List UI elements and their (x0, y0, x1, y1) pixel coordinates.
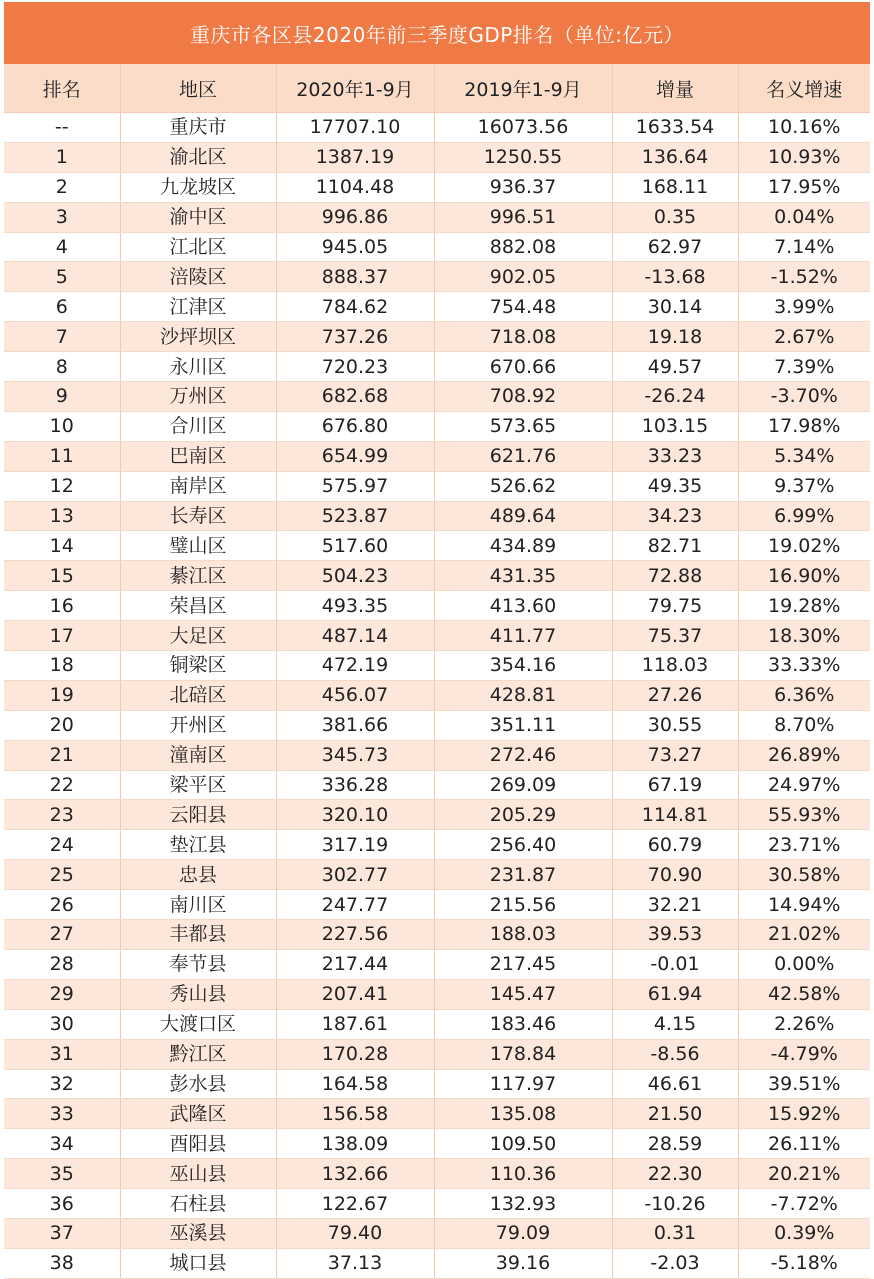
rank-cell: 24 (4, 830, 120, 860)
region-cell: 巫山县 (120, 1159, 276, 1189)
table-row (4, 591, 870, 621)
gdp-2019-cell: 205.29 (434, 800, 612, 830)
increment-cell: -10.26 (612, 1189, 738, 1219)
region-cell: 北碚区 (120, 680, 276, 710)
table-row (4, 860, 870, 890)
increment-cell: 46.61 (612, 1069, 738, 1099)
region-cell: 城口县 (120, 1248, 276, 1278)
table-row (4, 292, 870, 322)
gdp-2019-cell: 16073.56 (434, 113, 612, 143)
gdp-ranking-table (4, 64, 870, 1279)
growth-cell: 3.99% (738, 292, 870, 322)
gdp-2020-cell: 654.99 (276, 441, 434, 471)
gdp-2020-cell: 1387.19 (276, 142, 434, 172)
gdp-2019-cell: 109.50 (434, 1129, 612, 1159)
table-row (4, 949, 870, 979)
gdp-2020-cell: 227.56 (276, 920, 434, 950)
rank-cell: 27 (4, 920, 120, 950)
rank-cell: 32 (4, 1069, 120, 1099)
table-row (4, 1129, 870, 1159)
table-row (4, 1218, 870, 1248)
rank-cell: 7 (4, 322, 120, 352)
gdp-2020-cell: 164.58 (276, 1069, 434, 1099)
rank-cell: 16 (4, 591, 120, 621)
region-cell: 铜梁区 (120, 651, 276, 681)
increment-cell: -2.03 (612, 1248, 738, 1278)
region-cell: 垫江县 (120, 830, 276, 860)
region-cell: 渝北区 (120, 142, 276, 172)
rank-cell: 13 (4, 501, 120, 531)
gdp-2020-cell: 207.41 (276, 979, 434, 1009)
gdp-2019-cell: 489.64 (434, 501, 612, 531)
growth-cell: 19.02% (738, 531, 870, 561)
rank-cell: 31 (4, 1039, 120, 1069)
rank-cell: 17 (4, 621, 120, 651)
region-cell: 秀山县 (120, 979, 276, 1009)
gdp-2020-cell: 132.66 (276, 1159, 434, 1189)
region-cell: 石柱县 (120, 1189, 276, 1219)
region-cell: 合川区 (120, 411, 276, 441)
growth-cell: 8.70% (738, 710, 870, 740)
table-row (4, 172, 870, 202)
increment-cell: 32.21 (612, 890, 738, 920)
region-cell: 荣昌区 (120, 591, 276, 621)
region-cell: 彭水县 (120, 1069, 276, 1099)
gdp-2019-cell: 434.89 (434, 531, 612, 561)
increment-cell: -13.68 (612, 262, 738, 292)
gdp-2019-cell: 272.46 (434, 740, 612, 770)
table-row (4, 1069, 870, 1099)
gdp-2019-cell: 132.93 (434, 1189, 612, 1219)
gdp-2019-cell: 135.08 (434, 1099, 612, 1129)
region-cell: 酉阳县 (120, 1129, 276, 1159)
increment-cell: 39.53 (612, 920, 738, 950)
table-row (4, 352, 870, 382)
increment-cell: -0.01 (612, 949, 738, 979)
increment-cell: 4.15 (612, 1009, 738, 1039)
region-cell: 开州区 (120, 710, 276, 740)
rank-cell: 23 (4, 800, 120, 830)
table-row (4, 262, 870, 292)
rank-cell: 35 (4, 1159, 120, 1189)
gdp-2020-cell: 187.61 (276, 1009, 434, 1039)
increment-cell: 103.15 (612, 411, 738, 441)
gdp-2019-cell: 411.77 (434, 621, 612, 651)
increment-cell: 79.75 (612, 591, 738, 621)
growth-cell: 24.97% (738, 770, 870, 800)
growth-cell: 42.58% (738, 979, 870, 1009)
region-cell: 江津区 (120, 292, 276, 322)
region-cell: 长寿区 (120, 501, 276, 531)
increment-cell: 82.71 (612, 531, 738, 561)
gdp-2019-cell: 110.36 (434, 1159, 612, 1189)
gdp-2020-cell: 996.86 (276, 202, 434, 232)
growth-cell: 10.93% (738, 142, 870, 172)
region-cell: 渝中区 (120, 202, 276, 232)
gdp-2020-cell: 472.19 (276, 651, 434, 681)
rank-cell: 22 (4, 770, 120, 800)
growth-cell: 39.51% (738, 1069, 870, 1099)
rank-cell: 29 (4, 979, 120, 1009)
gdp-2020-cell: 79.40 (276, 1218, 434, 1248)
gdp-2019-cell: 573.65 (434, 411, 612, 441)
increment-cell: 22.30 (612, 1159, 738, 1189)
table-row (4, 142, 870, 172)
increment-cell: 21.50 (612, 1099, 738, 1129)
growth-cell: 17.98% (738, 411, 870, 441)
growth-cell: -3.70% (738, 382, 870, 412)
increment-cell: 136.64 (612, 142, 738, 172)
rank-cell: 34 (4, 1129, 120, 1159)
growth-cell: 9.37% (738, 471, 870, 501)
growth-cell: 6.99% (738, 501, 870, 531)
growth-cell: 26.11% (738, 1129, 870, 1159)
header-2019: 2019年1-9月 (434, 64, 612, 113)
rank-cell: 21 (4, 740, 120, 770)
table-row (4, 501, 870, 531)
growth-cell: 16.90% (738, 561, 870, 591)
rank-cell: 9 (4, 382, 120, 412)
increment-cell: 61.94 (612, 979, 738, 1009)
rank-cell: 28 (4, 949, 120, 979)
increment-cell: 168.11 (612, 172, 738, 202)
increment-cell: 72.88 (612, 561, 738, 591)
table-header-row (4, 64, 870, 113)
gdp-2019-cell: 754.48 (434, 292, 612, 322)
region-cell: 璧山区 (120, 531, 276, 561)
growth-cell: 5.34% (738, 441, 870, 471)
increment-cell: 27.26 (612, 680, 738, 710)
gdp-2019-cell: 1250.55 (434, 142, 612, 172)
gdp-2019-cell: 708.92 (434, 382, 612, 412)
growth-cell: 7.14% (738, 232, 870, 262)
rank-cell: 8 (4, 352, 120, 382)
header-growth: 名义增速 (738, 64, 870, 113)
increment-cell: 49.57 (612, 352, 738, 382)
rank-cell: 1 (4, 142, 120, 172)
gdp-2020-cell: 138.09 (276, 1129, 434, 1159)
gdp-2019-cell: 351.11 (434, 710, 612, 740)
gdp-2020-cell: 302.77 (276, 860, 434, 890)
growth-cell: 18.30% (738, 621, 870, 651)
page-title: 重庆市各区县2020年前三季度GDP排名（单位:亿元） (189, 22, 685, 47)
gdp-2019-cell: 178.84 (434, 1039, 612, 1069)
gdp-2019-cell: 354.16 (434, 651, 612, 681)
gdp-2020-cell: 676.80 (276, 411, 434, 441)
header-2020: 2020年1-9月 (276, 64, 434, 113)
growth-cell: 2.26% (738, 1009, 870, 1039)
rank-cell: 2 (4, 172, 120, 202)
gdp-2019-cell: 428.81 (434, 680, 612, 710)
gdp-2020-cell: 317.19 (276, 830, 434, 860)
rank-cell: 19 (4, 680, 120, 710)
table-row (4, 1159, 870, 1189)
gdp-2020-cell: 456.07 (276, 680, 434, 710)
table-row (4, 1009, 870, 1039)
gdp-2020-cell: 17707.10 (276, 113, 434, 143)
gdp-2019-cell: 183.46 (434, 1009, 612, 1039)
title-bar (4, 2, 870, 64)
increment-cell: -26.24 (612, 382, 738, 412)
rank-cell: 3 (4, 202, 120, 232)
increment-cell: 0.31 (612, 1218, 738, 1248)
header-rank: 排名 (4, 64, 120, 113)
table-row (4, 1189, 870, 1219)
region-cell: 沙坪坝区 (120, 322, 276, 352)
table-row (4, 1099, 870, 1129)
growth-cell: 17.95% (738, 172, 870, 202)
growth-cell: 30.58% (738, 860, 870, 890)
growth-cell: -7.72% (738, 1189, 870, 1219)
increment-cell: 60.79 (612, 830, 738, 860)
gdp-2019-cell: 670.66 (434, 352, 612, 382)
growth-cell: 6.36% (738, 680, 870, 710)
gdp-2020-cell: 945.05 (276, 232, 434, 262)
growth-cell: 7.39% (738, 352, 870, 382)
gdp-2019-cell: 79.09 (434, 1218, 612, 1248)
header-increment: 增量 (612, 64, 738, 113)
rank-cell: 5 (4, 262, 120, 292)
table-row (4, 740, 870, 770)
region-cell: 大足区 (120, 621, 276, 651)
increment-cell: 34.23 (612, 501, 738, 531)
rank-cell: 11 (4, 441, 120, 471)
gdp-2019-cell: 936.37 (434, 172, 612, 202)
gdp-2019-cell: 217.45 (434, 949, 612, 979)
table-row (4, 680, 870, 710)
increment-cell: 75.37 (612, 621, 738, 651)
rank-cell: 36 (4, 1189, 120, 1219)
gdp-2020-cell: 345.73 (276, 740, 434, 770)
rank-cell: 15 (4, 561, 120, 591)
gdp-2019-cell: 996.51 (434, 202, 612, 232)
gdp-2019-cell: 621.76 (434, 441, 612, 471)
gdp-2019-cell: 882.08 (434, 232, 612, 262)
increment-cell: 114.81 (612, 800, 738, 830)
increment-cell: 28.59 (612, 1129, 738, 1159)
growth-cell: 0.00% (738, 949, 870, 979)
growth-cell: -5.18% (738, 1248, 870, 1278)
growth-cell: 2.67% (738, 322, 870, 352)
growth-cell: -4.79% (738, 1039, 870, 1069)
growth-cell: 33.33% (738, 651, 870, 681)
table-row (4, 561, 870, 591)
gdp-2020-cell: 517.60 (276, 531, 434, 561)
increment-cell: 62.97 (612, 232, 738, 262)
gdp-2019-cell: 269.09 (434, 770, 612, 800)
region-cell: 云阳县 (120, 800, 276, 830)
table-row (4, 770, 870, 800)
region-cell: 万州区 (120, 382, 276, 412)
region-cell: 潼南区 (120, 740, 276, 770)
rank-cell: 14 (4, 531, 120, 561)
rank-cell: 38 (4, 1248, 120, 1278)
table-row (4, 382, 870, 412)
growth-cell: 0.39% (738, 1218, 870, 1248)
region-cell: 重庆市 (120, 113, 276, 143)
table-row (4, 830, 870, 860)
growth-cell: 26.89% (738, 740, 870, 770)
gdp-2020-cell: 682.68 (276, 382, 434, 412)
gdp-2020-cell: 381.66 (276, 710, 434, 740)
gdp-2020-cell: 122.67 (276, 1189, 434, 1219)
gdp-2019-cell: 413.60 (434, 591, 612, 621)
growth-cell: 23.71% (738, 830, 870, 860)
gdp-2020-cell: 247.77 (276, 890, 434, 920)
region-cell: 巫溪县 (120, 1218, 276, 1248)
gdp-2019-cell: 718.08 (434, 322, 612, 352)
region-cell: 武隆区 (120, 1099, 276, 1129)
table-row (4, 710, 870, 740)
gdp-2020-cell: 37.13 (276, 1248, 434, 1278)
rank-cell: 25 (4, 860, 120, 890)
increment-cell: 67.19 (612, 770, 738, 800)
table-row (4, 113, 870, 143)
region-cell: 忠县 (120, 860, 276, 890)
rank-cell: 33 (4, 1099, 120, 1129)
gdp-2020-cell: 156.58 (276, 1099, 434, 1129)
table-row (4, 471, 870, 501)
gdp-2020-cell: 720.23 (276, 352, 434, 382)
table-row (4, 411, 870, 441)
increment-cell: 73.27 (612, 740, 738, 770)
gdp-2020-cell: 575.97 (276, 471, 434, 501)
region-cell: 大渡口区 (120, 1009, 276, 1039)
table-row (4, 531, 870, 561)
growth-cell: 20.21% (738, 1159, 870, 1189)
rank-cell: 20 (4, 710, 120, 740)
region-cell: 黔江区 (120, 1039, 276, 1069)
gdp-2020-cell: 493.35 (276, 591, 434, 621)
gdp-2020-cell: 504.23 (276, 561, 434, 591)
header-region: 地区 (120, 64, 276, 113)
region-cell: 綦江区 (120, 561, 276, 591)
region-cell: 永川区 (120, 352, 276, 382)
table-body (4, 113, 870, 1279)
increment-cell: 30.55 (612, 710, 738, 740)
increment-cell: -8.56 (612, 1039, 738, 1069)
growth-cell: 15.92% (738, 1099, 870, 1129)
rank-cell: 37 (4, 1218, 120, 1248)
rank-cell: 30 (4, 1009, 120, 1039)
increment-cell: 70.90 (612, 860, 738, 890)
gdp-2020-cell: 217.44 (276, 949, 434, 979)
table-row (4, 441, 870, 471)
rank-cell: 4 (4, 232, 120, 262)
region-cell: 九龙坡区 (120, 172, 276, 202)
growth-cell: 21.02% (738, 920, 870, 950)
gdp-2019-cell: 431.35 (434, 561, 612, 591)
region-cell: 奉节县 (120, 949, 276, 979)
rank-cell: 10 (4, 411, 120, 441)
growth-cell: 14.94% (738, 890, 870, 920)
gdp-2019-cell: 39.16 (434, 1248, 612, 1278)
increment-cell: 30.14 (612, 292, 738, 322)
increment-cell: 118.03 (612, 651, 738, 681)
gdp-2019-cell: 526.62 (434, 471, 612, 501)
growth-cell: 55.93% (738, 800, 870, 830)
gdp-2020-cell: 888.37 (276, 262, 434, 292)
gdp-2019-cell: 231.87 (434, 860, 612, 890)
region-cell: 南岸区 (120, 471, 276, 501)
region-cell: 梁平区 (120, 770, 276, 800)
table-row (4, 1248, 870, 1278)
table-row (4, 322, 870, 352)
growth-cell: 19.28% (738, 591, 870, 621)
increment-cell: 19.18 (612, 322, 738, 352)
growth-cell: -1.52% (738, 262, 870, 292)
gdp-2019-cell: 145.47 (434, 979, 612, 1009)
increment-cell: 0.35 (612, 202, 738, 232)
region-cell: 南川区 (120, 890, 276, 920)
gdp-2020-cell: 487.14 (276, 621, 434, 651)
region-cell: 丰都县 (120, 920, 276, 950)
region-cell: 江北区 (120, 232, 276, 262)
gdp-2020-cell: 737.26 (276, 322, 434, 352)
increment-cell: 33.23 (612, 441, 738, 471)
rank-cell: 6 (4, 292, 120, 322)
region-cell: 涪陵区 (120, 262, 276, 292)
rank-cell: 26 (4, 890, 120, 920)
rank-cell: -- (4, 113, 120, 143)
table-row (4, 202, 870, 232)
gdp-2020-cell: 320.10 (276, 800, 434, 830)
table-row (4, 890, 870, 920)
region-cell: 巴南区 (120, 441, 276, 471)
table-row (4, 232, 870, 262)
table-row (4, 800, 870, 830)
gdp-2020-cell: 1104.48 (276, 172, 434, 202)
table-row (4, 920, 870, 950)
gdp-2019-cell: 117.97 (434, 1069, 612, 1099)
increment-cell: 49.35 (612, 471, 738, 501)
table-row (4, 979, 870, 1009)
growth-cell: 10.16% (738, 113, 870, 143)
gdp-2020-cell: 170.28 (276, 1039, 434, 1069)
growth-cell: 0.04% (738, 202, 870, 232)
increment-cell: 1633.54 (612, 113, 738, 143)
gdp-2020-cell: 523.87 (276, 501, 434, 531)
rank-cell: 12 (4, 471, 120, 501)
gdp-2019-cell: 215.56 (434, 890, 612, 920)
gdp-2019-cell: 188.03 (434, 920, 612, 950)
rank-cell: 18 (4, 651, 120, 681)
gdp-2019-cell: 256.40 (434, 830, 612, 860)
gdp-2020-cell: 784.62 (276, 292, 434, 322)
gdp-2019-cell: 902.05 (434, 262, 612, 292)
gdp-2020-cell: 336.28 (276, 770, 434, 800)
table-row (4, 651, 870, 681)
table-row (4, 621, 870, 651)
table-row (4, 1039, 870, 1069)
